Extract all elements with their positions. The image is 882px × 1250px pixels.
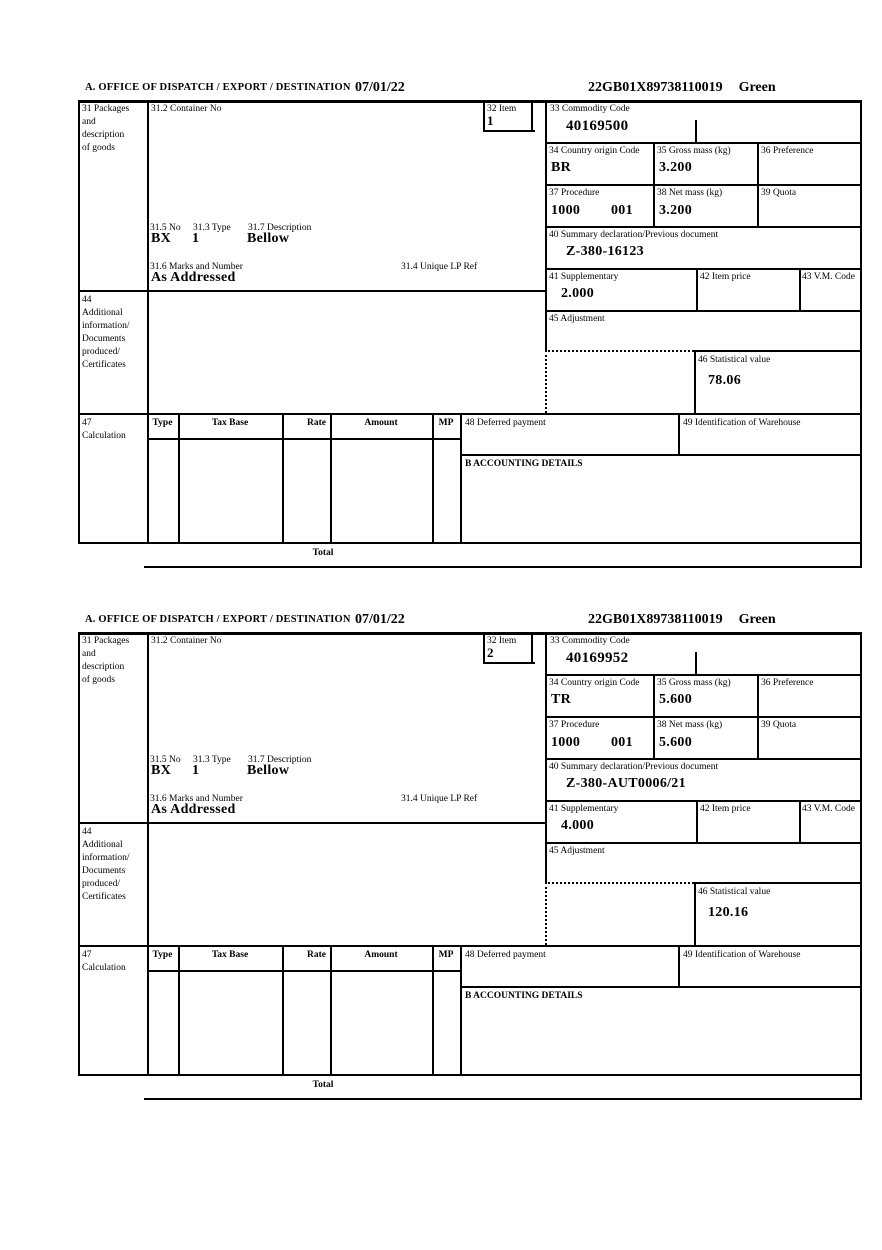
country-origin-value: TR — [551, 692, 572, 707]
box31-2-label: 31.2 Container No — [151, 636, 222, 646]
box36-label: 36 Preference — [761, 146, 814, 156]
grid-line — [178, 413, 180, 542]
routing-indicator: Green — [738, 80, 776, 95]
box31-label: 31 Packages — [82, 636, 130, 646]
package-kind-value: BX — [151, 231, 172, 246]
box44-label: information/ — [82, 853, 130, 863]
goods-description-value: Bellow — [247, 231, 290, 246]
box40-label: 40 Summary declaration/Previous document — [549, 762, 719, 772]
box31-3-label: 31.3 Type — [193, 755, 231, 765]
grid-line — [545, 716, 862, 718]
grid-line — [282, 413, 284, 542]
box31-7-label: 31.7 Description — [248, 755, 312, 765]
commodity-code-separator — [695, 652, 697, 674]
box31-2-label: 31.2 Container No — [151, 104, 222, 114]
commodity-code-value: 40169952 — [566, 650, 629, 666]
box44-label: Certificates — [82, 360, 126, 370]
item-number-value: 1 — [487, 113, 494, 128]
box44-label: 44 — [82, 295, 92, 305]
marks-and-number-value: As Addressed — [151, 802, 236, 817]
grid-line — [147, 970, 460, 972]
grid-line — [460, 945, 462, 1074]
box31-label: and — [82, 117, 96, 127]
grid-line — [860, 632, 862, 1100]
accounting-details-header: B ACCOUNTING DETAILS — [465, 991, 583, 1001]
grid-line — [330, 945, 332, 1074]
accounting-details-header: B ACCOUNTING DETAILS — [465, 459, 583, 469]
box31-4-label: 31.4 Unique LP Ref — [401, 794, 478, 804]
box44-label: produced/ — [82, 347, 120, 357]
tax-rate-header: Rate — [307, 418, 326, 428]
grid-line — [147, 438, 460, 440]
box49-label: 49 Identification of Warehouse — [683, 950, 801, 960]
dotted-grid-line — [545, 350, 547, 413]
box44-label: Additional — [82, 840, 123, 850]
dispatch-date: 07/01/22 — [355, 80, 405, 95]
grid-line — [432, 413, 434, 542]
supplementary-value: 2.000 — [561, 286, 594, 301]
box44-label: Documents — [82, 334, 126, 344]
gross-mass-value: 5.600 — [659, 692, 692, 707]
marks-and-number-value: As Addressed — [151, 270, 236, 285]
gross-mass-value: 3.200 — [659, 160, 692, 175]
box32-label: 32 Item — [487, 636, 517, 646]
tax-base-header: Tax Base — [211, 418, 249, 428]
grid-line — [545, 800, 862, 802]
box33-label: 33 Commodity Code — [550, 104, 630, 114]
grid-line — [653, 142, 655, 226]
dotted-grid-line — [545, 882, 694, 884]
box35-label: 35 Gross mass (kg) — [657, 678, 731, 688]
grid-line — [144, 1098, 862, 1100]
box41-label: 41 Supplementary — [549, 272, 619, 282]
box31-6-label: 31.6 Marks and Number — [150, 794, 243, 804]
summary-declaration-value: Z-380-AUT0006/21 — [566, 776, 686, 791]
grid-line — [694, 882, 696, 945]
box35-label: 35 Gross mass (kg) — [657, 146, 731, 156]
tax-mp-header: MP — [438, 418, 454, 428]
grid-line — [531, 632, 533, 662]
grid-line — [78, 100, 862, 103]
box46-label: 46 Statistical value — [698, 355, 771, 365]
box48-label: 48 Deferred payment — [465, 418, 546, 428]
grid-line — [653, 674, 655, 758]
box39-label: 39 Quota — [761, 188, 797, 198]
box40-label: 40 Summary declaration/Previous document — [549, 230, 719, 240]
box38-label: 38 Net mass (kg) — [657, 720, 723, 730]
routing-indicator: Green — [738, 612, 776, 627]
box42-label: 42 Item price — [700, 804, 751, 814]
box44-label: produced/ — [82, 879, 120, 889]
box31-6-label: 31.6 Marks and Number — [150, 262, 243, 272]
box37-label: 37 Procedure — [549, 188, 600, 198]
box44-label: 44 — [82, 827, 92, 837]
grid-line — [545, 632, 547, 882]
box47-label: Calculation — [82, 431, 126, 441]
total-label: Total — [312, 1080, 334, 1090]
grid-line — [545, 842, 862, 844]
box31-label: 31 Packages — [82, 104, 130, 114]
mrn-reference: 22GB01X89738110019 — [588, 612, 723, 627]
grid-line — [460, 413, 462, 542]
box45-label: 45 Adjustment — [549, 846, 605, 856]
box33-label: 33 Commodity Code — [550, 636, 630, 646]
statistical-value: 120.16 — [708, 905, 749, 920]
grid-line — [483, 662, 535, 664]
grid-line — [694, 350, 862, 352]
box31-7-label: 31.7 Description — [248, 223, 312, 233]
net-mass-value: 3.200 — [659, 203, 692, 218]
grid-line — [545, 758, 862, 760]
box31-5-label: 31.5 No — [150, 223, 181, 233]
box42-label: 42 Item price — [700, 272, 751, 282]
statistical-value: 78.06 — [708, 373, 741, 388]
box32-label: 32 Item — [487, 104, 517, 114]
country-origin-value: BR — [551, 160, 572, 175]
procedure-value-2: 001 — [611, 203, 633, 218]
grid-line — [483, 130, 535, 132]
grid-line — [545, 268, 862, 270]
grid-line — [147, 100, 149, 542]
box44-label: Additional — [82, 308, 123, 318]
grid-line — [678, 945, 680, 986]
box39-label: 39 Quota — [761, 720, 797, 730]
tax-mp-header: MP — [438, 950, 454, 960]
tax-amount-header: Amount — [364, 950, 398, 960]
grid-line — [460, 986, 862, 988]
commodity-code-value: 40169500 — [566, 118, 629, 134]
tax-type-header: Type — [152, 950, 173, 960]
dotted-grid-line — [545, 350, 694, 352]
box48-label: 48 Deferred payment — [465, 950, 546, 960]
box43-label: 43 V.M. Code — [802, 272, 855, 282]
grid-line — [78, 945, 862, 947]
box31-label: description — [82, 662, 125, 672]
box45-label: 45 Adjustment — [549, 314, 605, 324]
package-number-value: 1 — [192, 231, 200, 246]
box47-label: 47 — [82, 418, 92, 428]
dotted-grid-line — [545, 882, 547, 945]
grid-line — [694, 882, 862, 884]
grid-line — [860, 100, 862, 568]
grid-line — [696, 268, 698, 310]
procedure-value-2: 001 — [611, 735, 633, 750]
grid-line — [545, 226, 862, 228]
procedure-value: 1000 — [551, 735, 581, 750]
grid-line — [799, 800, 801, 842]
procedure-value: 1000 — [551, 203, 581, 218]
grid-line — [147, 632, 149, 1074]
box44-label: information/ — [82, 321, 130, 331]
box47-label: 47 — [82, 950, 92, 960]
mrn-reference: 22GB01X89738110019 — [588, 80, 723, 95]
box31-label: of goods — [82, 675, 115, 685]
grid-line — [545, 674, 862, 676]
grid-line — [483, 100, 485, 130]
grid-line — [144, 566, 862, 568]
grid-line — [545, 310, 862, 312]
grid-line — [694, 350, 696, 413]
tax-type-header: Type — [152, 418, 173, 428]
box31-3-label: 31.3 Type — [193, 223, 231, 233]
grid-line — [545, 142, 862, 144]
grid-line — [696, 800, 698, 842]
grid-line — [78, 542, 862, 544]
declaration-item-block-2 — [78, 612, 864, 1104]
grid-line — [483, 632, 485, 662]
total-label: Total — [312, 548, 334, 558]
box44-label: Documents — [82, 866, 126, 876]
grid-line — [178, 945, 180, 1074]
declaration-item-block-1 — [78, 80, 864, 572]
commodity-code-separator — [695, 120, 697, 142]
tax-rate-header: Rate — [307, 950, 326, 960]
grid-line — [432, 945, 434, 1074]
net-mass-value: 5.600 — [659, 735, 692, 750]
grid-line — [531, 100, 533, 130]
grid-line — [78, 1074, 862, 1076]
item-number-value: 2 — [487, 645, 494, 660]
box31-label: of goods — [82, 143, 115, 153]
box41-label: 41 Supplementary — [549, 804, 619, 814]
box47-label: Calculation — [82, 963, 126, 973]
summary-declaration-value: Z-380-16123 — [566, 244, 644, 259]
box34-label: 34 Country origin Code — [549, 678, 640, 688]
box31-label: and — [82, 649, 96, 659]
dispatch-date: 07/01/22 — [355, 612, 405, 627]
grid-line — [799, 268, 801, 310]
box36-label: 36 Preference — [761, 678, 814, 688]
office-of-dispatch-header: A. OFFICE OF DISPATCH / EXPORT / DESTINATION — [85, 82, 351, 93]
grid-line — [678, 413, 680, 454]
grid-line — [330, 413, 332, 542]
box31-4-label: 31.4 Unique LP Ref — [401, 262, 478, 272]
grid-line — [78, 632, 80, 1074]
goods-description-value: Bellow — [247, 763, 290, 778]
box49-label: 49 Identification of Warehouse — [683, 418, 801, 428]
tax-amount-header: Amount — [364, 418, 398, 428]
grid-line — [460, 454, 862, 456]
box37-label: 37 Procedure — [549, 720, 600, 730]
package-number-value: 1 — [192, 763, 200, 778]
supplementary-value: 4.000 — [561, 818, 594, 833]
declaration-reference — [588, 80, 776, 96]
grid-line — [78, 413, 862, 415]
tax-base-header: Tax Base — [211, 950, 249, 960]
declaration-reference — [588, 612, 776, 628]
office-of-dispatch-header: A. OFFICE OF DISPATCH / EXPORT / DESTINATION — [85, 614, 351, 625]
box31-5-label: 31.5 No — [150, 755, 181, 765]
box34-label: 34 Country origin Code — [549, 146, 640, 156]
box31-label: description — [82, 130, 125, 140]
grid-line — [78, 632, 862, 635]
grid-line — [78, 100, 80, 542]
grid-line — [757, 674, 759, 758]
grid-line — [545, 100, 547, 350]
grid-line — [757, 142, 759, 226]
box38-label: 38 Net mass (kg) — [657, 188, 723, 198]
box44-label: Certificates — [82, 892, 126, 902]
grid-line — [545, 184, 862, 186]
package-kind-value: BX — [151, 763, 172, 778]
box46-label: 46 Statistical value — [698, 887, 771, 897]
grid-line — [282, 945, 284, 1074]
box43-label: 43 V.M. Code — [802, 804, 855, 814]
